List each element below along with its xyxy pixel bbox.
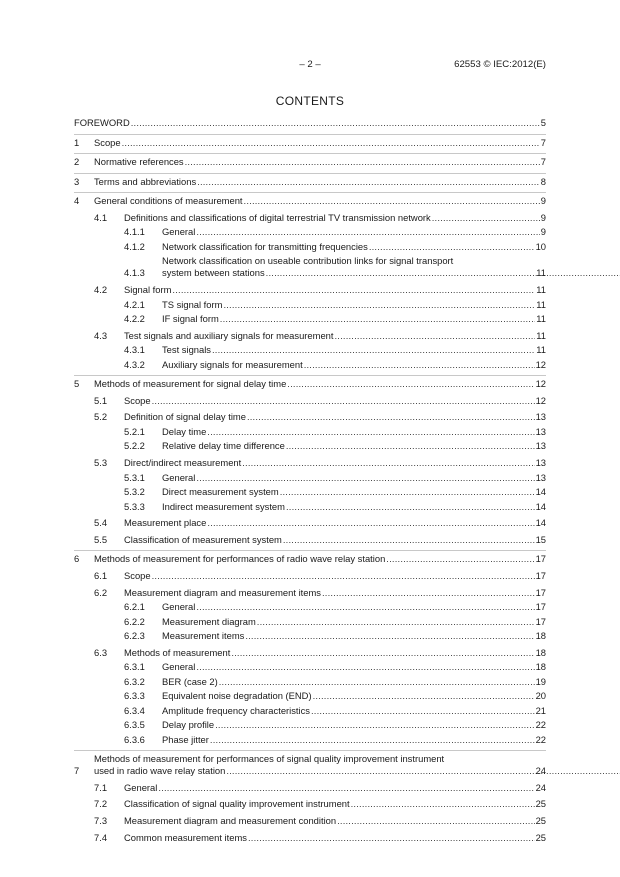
- dot-leader: [197, 176, 540, 188]
- toc-entry-page: 12: [535, 394, 546, 406]
- toc-entry[interactable]: [74, 344, 546, 356]
- toc-entry-page: 14: [535, 517, 546, 529]
- toc-entry[interactable]: [74, 472, 546, 484]
- toc-entry[interactable]: [74, 313, 546, 325]
- dot-leader: [196, 661, 534, 673]
- toc-entry-page: 9: [540, 226, 546, 238]
- toc-entry-title: Equivalent noise degradation (END): [162, 690, 312, 702]
- dot-leader: [219, 676, 535, 688]
- toc-entry[interactable]: [74, 690, 546, 702]
- toc-entry-title: BER (case 2): [162, 675, 218, 687]
- toc-entry-title: General: [162, 661, 196, 673]
- toc-entry-title: Methods of measurement for performances of signal quality improvement instrument: [94, 753, 445, 765]
- dot-leader: [283, 534, 535, 546]
- toc-entry-number: 5.3: [94, 457, 108, 469]
- dot-leader: [185, 156, 540, 168]
- table-of-contents: [74, 117, 546, 844]
- toc-entry-number: 4.3.2: [124, 358, 145, 370]
- toc-entry[interactable]: [74, 212, 546, 224]
- toc-entry-number: 6.3.2: [124, 675, 145, 687]
- toc-entry-title: IF signal form: [162, 313, 219, 325]
- dot-leader: [223, 299, 535, 311]
- dot-leader: [242, 457, 534, 469]
- toc-entry-title: Methods of measurement for signal delay time: [94, 378, 287, 390]
- dot-leader: [226, 765, 620, 777]
- toc-entry-title: Delay time: [162, 425, 207, 437]
- toc-entry[interactable]: [74, 601, 546, 613]
- toc-entry[interactable]: [74, 411, 546, 423]
- toc-entry-number: 4.1: [94, 211, 108, 223]
- toc-entry[interactable]: [74, 832, 546, 844]
- toc-entry-page: 11: [536, 344, 546, 356]
- toc-entry-title: General: [162, 601, 196, 612]
- dot-leader: [257, 616, 535, 628]
- toc-entry-page: 5: [540, 117, 546, 128]
- toc-entry-page: 17: [535, 569, 546, 581]
- toc-entry[interactable]: [74, 705, 546, 717]
- toc-entry-number: 5.1: [94, 394, 108, 406]
- dot-leader: [152, 395, 535, 407]
- toc-entry[interactable]: [74, 330, 546, 342]
- toc-entry-number: 6.3.3: [124, 690, 145, 702]
- toc-entry-number: 6.2.2: [124, 615, 145, 627]
- toc-entry-number: 6.1: [94, 569, 108, 581]
- toc-entry-number: 5.4: [94, 517, 108, 529]
- toc-entry-number: 4: [74, 195, 80, 207]
- toc-entry-page: 13: [535, 471, 546, 483]
- toc-entry-number: 7.3: [94, 814, 108, 826]
- toc-entry-page: 13: [535, 440, 546, 452]
- toc-entry-number: 5.3.3: [124, 500, 145, 512]
- toc-entry-title: Methods of measurement: [124, 646, 231, 658]
- toc-entry-number: 3: [74, 175, 80, 187]
- toc-entry[interactable]: [74, 676, 546, 688]
- toc-entry-page: 10: [535, 240, 546, 252]
- toc-entry[interactable]: [74, 798, 546, 810]
- dot-leader: [158, 782, 534, 794]
- toc-entry[interactable]: [74, 517, 546, 529]
- dot-leader: [322, 587, 535, 599]
- toc-entry-page: 25: [535, 798, 546, 810]
- toc-entry[interactable]: [74, 647, 546, 659]
- toc-entry-title: Definition of signal delay time: [124, 411, 246, 423]
- toc-entry-number: 4.1.3: [124, 267, 145, 279]
- toc-entry-number: 5.3.1: [124, 471, 145, 483]
- dot-leader: [266, 267, 620, 279]
- toc-entry-title: Direct measurement system: [162, 486, 279, 498]
- dot-leader: [248, 832, 535, 844]
- toc-entry-title: Measurement diagram and measurement items: [124, 586, 321, 598]
- toc-entry-page: 24: [535, 781, 546, 793]
- toc-entry-title: Scope: [124, 394, 151, 406]
- toc-entry-title: FOREWORD: [74, 117, 130, 128]
- toc-entry-title: Test signals: [162, 344, 211, 356]
- toc-entry-number: 7: [74, 765, 80, 777]
- toc-entry-title: Measurement diagram: [162, 615, 256, 627]
- toc-entry-number: 4.2.2: [124, 313, 145, 325]
- dot-leader: [247, 411, 535, 423]
- dot-leader: [432, 212, 540, 224]
- toc-entry-number: 6.2: [94, 586, 108, 598]
- toc-entry[interactable]: [74, 587, 546, 599]
- toc-entry-number: 6.3.5: [124, 719, 145, 731]
- toc-entry-title: Network classification for transmitting frequencies: [162, 240, 368, 252]
- toc-entry-title: Classification of measurement system: [124, 533, 282, 545]
- toc-entry-title-continued: system between stations: [162, 267, 265, 279]
- toc-entry-page: 18: [535, 646, 546, 658]
- toc-entry-number: 1: [74, 136, 80, 148]
- toc-entry-page: 21: [535, 704, 546, 716]
- toc-entry-title: General: [162, 471, 196, 483]
- dot-leader: [313, 690, 535, 702]
- toc-entry-title: Test signals and auxiliary signals for measurement: [124, 329, 334, 341]
- page-title: CONTENTS: [275, 94, 345, 108]
- toc-entry-page: 7: [540, 136, 546, 148]
- toc-entry[interactable]: [74, 117, 546, 129]
- toc-entry-page: 18: [535, 630, 546, 641]
- dot-leader: [215, 719, 534, 731]
- toc-entry[interactable]: [74, 173, 546, 188]
- toc-entry-title: Definitions and classifications of digital terrestrial TV transmission network: [124, 211, 431, 223]
- toc-entry-page: 25: [535, 831, 546, 843]
- toc-entry-page: 24: [535, 765, 546, 777]
- dot-leader: [244, 195, 540, 207]
- dot-leader: [231, 647, 534, 659]
- dot-leader: [337, 815, 534, 827]
- toc-entry[interactable]: [74, 734, 546, 746]
- toc-entry[interactable]: [74, 375, 546, 390]
- dot-leader: [196, 601, 534, 613]
- toc-entry[interactable]: [74, 426, 546, 438]
- toc-entry-page: 13: [535, 425, 546, 437]
- toc-entry-number: 6.2.3: [124, 630, 145, 641]
- toc-entry-number: 6.3.4: [124, 704, 145, 716]
- toc-entry-title: Scope: [94, 136, 121, 148]
- dot-leader: [245, 630, 534, 642]
- toc-entry-page: 8: [540, 175, 546, 187]
- toc-entry-page: 9: [540, 211, 546, 223]
- dot-leader: [220, 313, 535, 325]
- toc-entry-page: 11: [536, 267, 546, 279]
- toc-entry-title: Amplitude frequency characteristics: [162, 704, 310, 716]
- dot-leader: [351, 798, 535, 810]
- toc-entry[interactable]: [74, 550, 546, 565]
- toc-entry-title: Measurement diagram and measurement condition: [124, 814, 337, 826]
- toc-entry[interactable]: [74, 440, 546, 452]
- dot-leader: [131, 117, 540, 129]
- toc-entry[interactable]: [74, 255, 546, 279]
- toc-entry-number: 4.1.1: [124, 226, 145, 238]
- toc-entry-title: TS signal form: [162, 298, 223, 310]
- dot-leader: [286, 501, 535, 513]
- toc-entry-number: 6.3.6: [124, 733, 145, 745]
- toc-entry-title: Relative delay time difference: [162, 440, 285, 452]
- toc-entry[interactable]: [74, 395, 546, 407]
- dot-leader: [152, 570, 535, 582]
- toc-entry-page: 22: [535, 733, 546, 745]
- toc-entry-number: 5.2: [94, 411, 108, 423]
- toc-entry-number: 6.3.1: [124, 661, 145, 673]
- toc-entry-number: 2: [74, 156, 80, 168]
- toc-entry-page: 12: [535, 358, 546, 370]
- toc-entry-page: 17: [535, 615, 546, 627]
- toc-entry[interactable]: [74, 457, 546, 469]
- toc-entry-title-continued: used in radio wave relay station: [94, 765, 226, 777]
- toc-entry-page: 17: [535, 553, 546, 565]
- toc-entry[interactable]: [74, 153, 546, 168]
- toc-entry-page: 9: [540, 195, 546, 207]
- toc-entry-number: 5.2.1: [124, 425, 145, 437]
- toc-entry-title: Phase jitter: [162, 733, 209, 745]
- toc-entry[interactable]: [74, 570, 546, 582]
- toc-entry-title: Direct/indirect measurement: [124, 457, 242, 469]
- dot-leader: [196, 226, 539, 238]
- toc-entry-page: 13: [535, 457, 546, 469]
- dot-leader: [386, 553, 534, 565]
- dot-leader: [369, 241, 535, 253]
- dot-leader: [122, 137, 540, 149]
- toc-entry-page: 14: [535, 500, 546, 512]
- toc-entry-title: Methods of measurement for performances of radio wave relay station: [94, 553, 386, 565]
- toc-entry-page: 14: [535, 486, 546, 498]
- toc-entry-page: 18: [535, 661, 546, 673]
- toc-entry-page: 11: [536, 313, 546, 325]
- toc-entry-title: Common measurement items: [124, 831, 247, 843]
- toc-entry-title: Delay profile: [162, 719, 215, 731]
- toc-entry-number: 6.3: [94, 646, 108, 658]
- toc-entry[interactable]: [74, 134, 546, 149]
- toc-entry-number: 6.2.1: [124, 601, 145, 612]
- dot-leader: [207, 517, 534, 529]
- toc-entry[interactable]: [74, 486, 546, 498]
- dot-leader: [196, 472, 534, 484]
- toc-entry-page: 25: [535, 814, 546, 826]
- toc-entry[interactable]: [74, 750, 546, 777]
- dot-leader: [311, 705, 535, 717]
- toc-entry[interactable]: [74, 534, 546, 546]
- dot-leader: [207, 426, 534, 438]
- toc-entry-page: 22: [535, 719, 546, 731]
- dot-leader: [172, 284, 535, 296]
- toc-entry-page: 11: [536, 284, 546, 296]
- toc-entry-title: Classification of signal quality improvement instrument: [124, 798, 350, 810]
- toc-entry-title: Network classification on useable contribution links for signal transport: [162, 255, 454, 267]
- toc-entry[interactable]: [74, 226, 546, 238]
- toc-entry-number: 5.2.2: [124, 440, 145, 452]
- toc-entry-number: 4.1.2: [124, 240, 145, 252]
- toc-entry-page: 11: [536, 298, 546, 310]
- toc-entry-number: 4.3.1: [124, 344, 145, 356]
- toc-entry-page: 19: [535, 675, 546, 687]
- toc-entry-page: 11: [536, 329, 546, 341]
- toc-entry-number: 4.2.1: [124, 298, 145, 310]
- dot-leader: [287, 378, 534, 390]
- toc-entry-page: 15: [535, 533, 546, 545]
- toc-entry-number: 4.2: [94, 284, 108, 296]
- toc-entry[interactable]: [74, 359, 546, 371]
- toc-entry-page: 17: [535, 586, 546, 598]
- toc-entry-title: General conditions of measurement: [94, 195, 243, 207]
- toc-entry[interactable]: [74, 241, 546, 253]
- standard-reference: 62553 © IEC:2012(E): [454, 59, 546, 70]
- toc-entry[interactable]: [74, 630, 546, 642]
- toc-entry-title: Signal form: [124, 284, 172, 296]
- toc-entry[interactable]: [74, 719, 546, 731]
- toc-entry-number: 5.5: [94, 533, 108, 545]
- toc-entry[interactable]: [74, 299, 546, 311]
- toc-entry-number: 5: [74, 378, 80, 390]
- toc-entry-title: Indirect measurement system: [162, 500, 285, 512]
- toc-entry-title: Terms and abbreviations: [94, 175, 197, 187]
- toc-entry[interactable]: [74, 661, 546, 673]
- toc-entry-page: 12: [535, 378, 546, 390]
- page-number: – 2 –: [299, 59, 321, 70]
- dot-leader: [286, 440, 535, 452]
- toc-entry[interactable]: [74, 815, 546, 827]
- toc-entry-title: General: [124, 781, 158, 793]
- toc-entry-title: Measurement items: [162, 630, 245, 641]
- toc-entry[interactable]: [74, 782, 546, 794]
- dot-leader: [304, 359, 535, 371]
- toc-entry-number: 7.2: [94, 798, 108, 810]
- toc-entry-page: 7: [540, 156, 546, 168]
- dot-leader: [280, 486, 535, 498]
- toc-entry-number: 6: [74, 553, 80, 565]
- toc-entry-page: 13: [535, 411, 546, 423]
- toc-entry-number: 4.3: [94, 329, 108, 341]
- dot-leader: [212, 344, 535, 356]
- dot-leader: [210, 734, 535, 746]
- toc-entry-page: 17: [535, 601, 546, 612]
- toc-entry-page: 20: [535, 690, 546, 702]
- toc-entry[interactable]: [74, 501, 546, 513]
- toc-entry-title: Normative references: [94, 156, 184, 168]
- toc-entry[interactable]: [74, 616, 546, 628]
- toc-entry-title: Auxiliary signals for measurement: [162, 358, 303, 370]
- toc-entry[interactable]: [74, 192, 546, 207]
- dot-leader: [334, 330, 535, 342]
- toc-entry-title: Scope: [124, 569, 151, 581]
- toc-entry[interactable]: [74, 284, 546, 296]
- toc-entry-number: 7.4: [94, 831, 108, 843]
- toc-entry-number: 7.1: [94, 781, 108, 793]
- toc-entry-title: General: [162, 226, 196, 238]
- toc-entry-number: 5.3.2: [124, 486, 145, 498]
- toc-entry-title: Measurement place: [124, 517, 207, 529]
